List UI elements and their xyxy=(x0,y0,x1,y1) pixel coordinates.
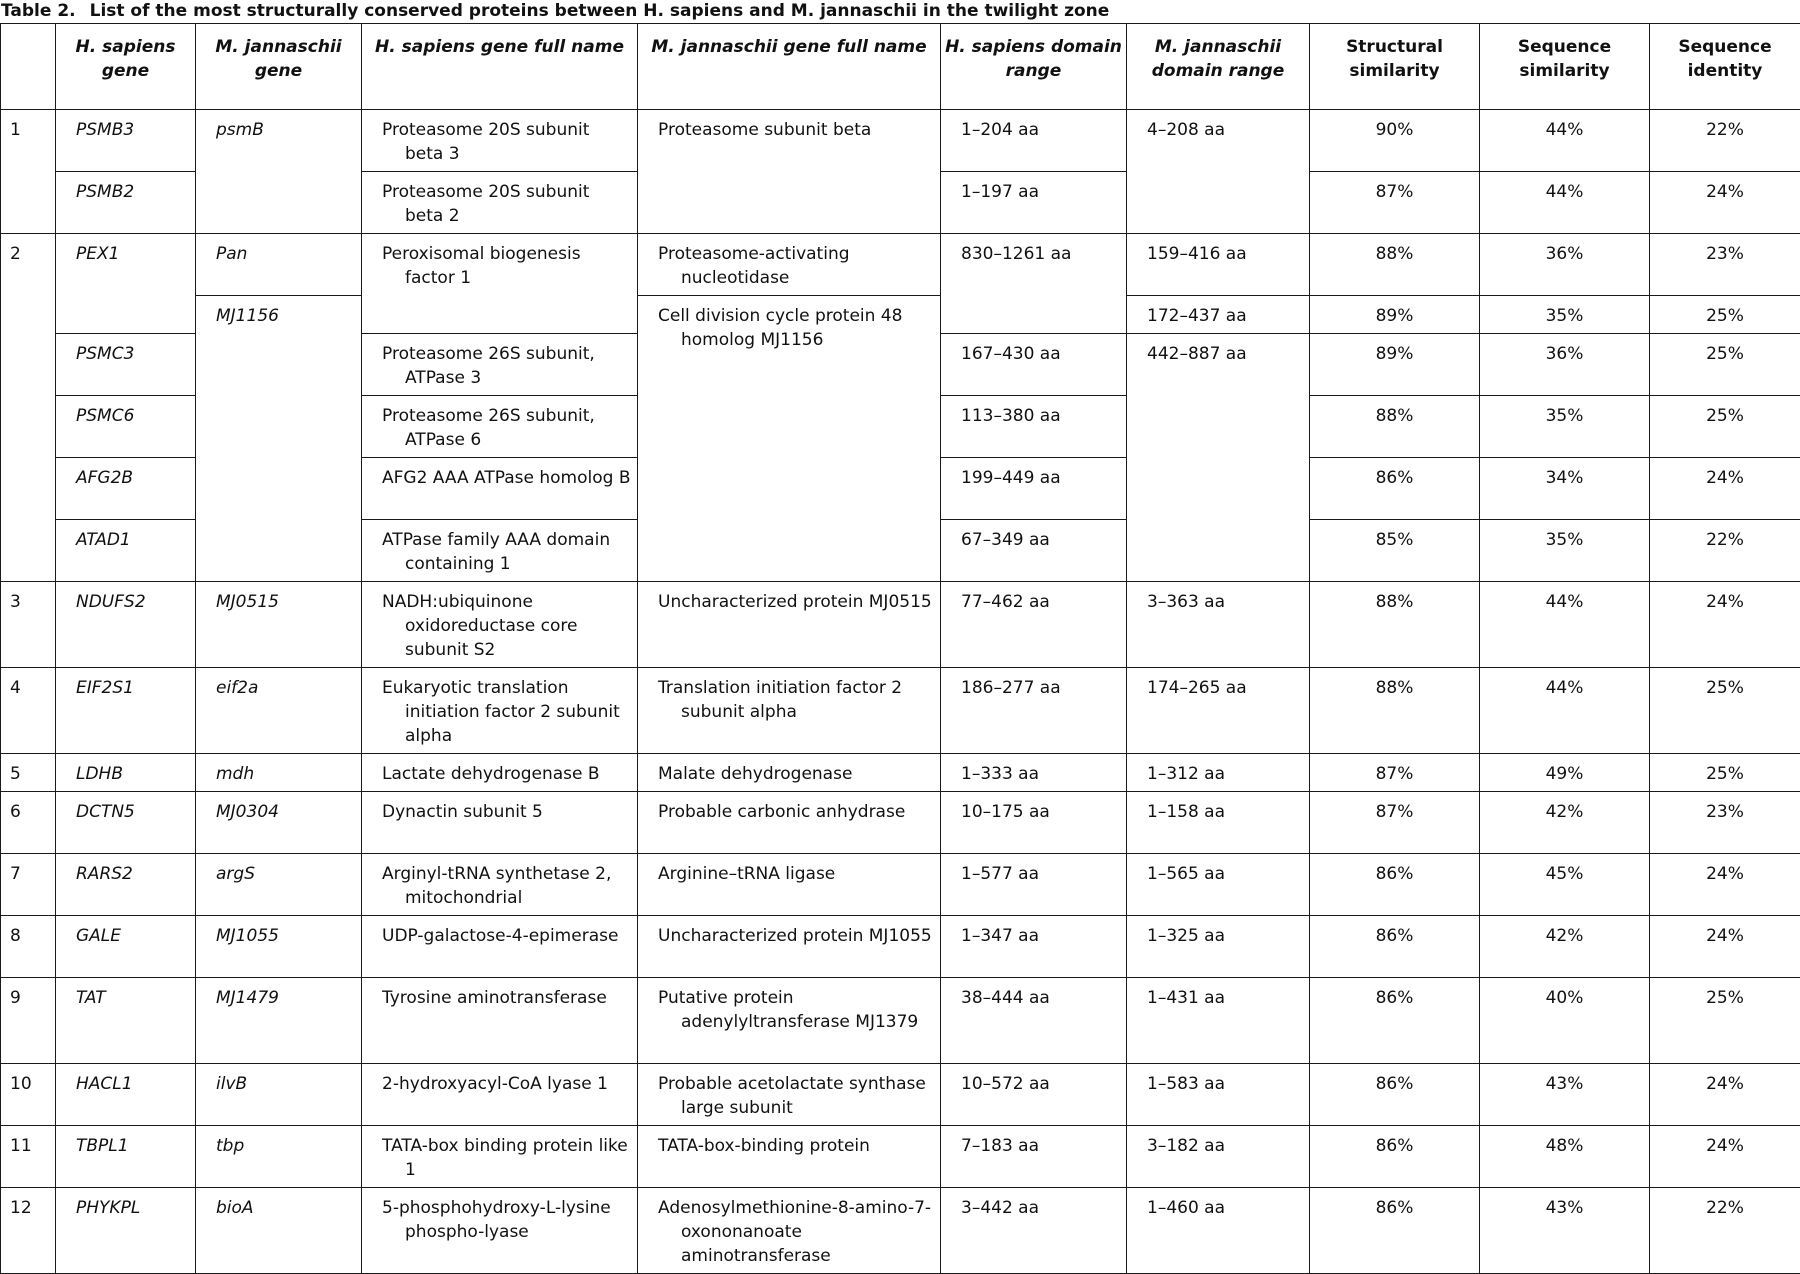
structural-similarity: 87% xyxy=(1310,754,1480,792)
sequence-identity: 24% xyxy=(1650,1064,1800,1126)
mj-gene: MJ1055 xyxy=(196,916,362,978)
table-row xyxy=(1,1188,1800,1274)
sequence-similarity: 35% xyxy=(1480,396,1650,458)
mj-full-name: Putative protein adenylyltransferase MJ1379 xyxy=(638,978,941,1064)
sequence-identity: 24% xyxy=(1650,916,1800,978)
hs-gene: GALE xyxy=(56,916,196,978)
mj-full-name: TATA-box-binding protein xyxy=(638,1126,941,1188)
mj-full-name: Malate dehydrogenase xyxy=(638,754,941,792)
header-mj-range: M. jannaschii domain range xyxy=(1127,24,1310,110)
header-mj-name: M. jannaschii gene full name xyxy=(638,24,941,110)
hs-gene: PSMC3 xyxy=(56,334,196,396)
structural-similarity: 88% xyxy=(1310,396,1480,458)
mj-full-name: Probable acetolactate synthase large subunit xyxy=(638,1064,941,1126)
sequence-similarity: 35% xyxy=(1480,520,1650,582)
mj-domain-range: 4–208 aa xyxy=(1127,110,1310,234)
table-row xyxy=(1,110,1800,172)
structural-similarity: 89% xyxy=(1310,296,1480,334)
hs-gene: LDHB xyxy=(56,754,196,792)
row-number: 3 xyxy=(1,582,56,668)
sequence-similarity: 42% xyxy=(1480,792,1650,854)
hs-gene: PSMB2 xyxy=(56,172,196,234)
mj-gene: MJ0304 xyxy=(196,792,362,854)
sequence-similarity: 36% xyxy=(1480,234,1650,296)
structural-similarity: 86% xyxy=(1310,916,1480,978)
header-sequence-similarity: Sequence similarity xyxy=(1480,24,1650,110)
mj-domain-range: 1–583 aa xyxy=(1127,1064,1310,1126)
hs-gene: TBPL1 xyxy=(56,1126,196,1188)
mj-domain-range: 1–431 aa xyxy=(1127,978,1310,1064)
hs-domain-range: 186–277 aa xyxy=(941,668,1127,754)
sequence-identity: 25% xyxy=(1650,754,1800,792)
hs-gene: HACL1 xyxy=(56,1064,196,1126)
mj-domain-range: 442–887 aa xyxy=(1127,334,1310,582)
hs-full-name: TATA-box binding protein like 1 xyxy=(362,1126,638,1188)
mj-gene: MJ1156 xyxy=(196,296,362,582)
structural-similarity: 85% xyxy=(1310,520,1480,582)
sequence-identity: 24% xyxy=(1650,172,1800,234)
structural-similarity: 86% xyxy=(1310,854,1480,916)
table-row xyxy=(1,296,1800,334)
header-structural-similarity: Structural similarity xyxy=(1310,24,1480,110)
hs-full-name: Peroxisomal biogenesis factor 1 xyxy=(362,234,638,334)
hs-gene: EIF2S1 xyxy=(56,668,196,754)
hs-gene: PEX1 xyxy=(56,234,196,334)
hs-full-name: UDP-galactose-4-epimerase xyxy=(362,916,638,978)
hs-full-name: Proteasome 26S subunit, ATPase 6 xyxy=(362,396,638,458)
hs-domain-range: 1–333 aa xyxy=(941,754,1127,792)
sequence-similarity: 44% xyxy=(1480,582,1650,668)
row-number: 5 xyxy=(1,754,56,792)
hs-domain-range: 67–349 aa xyxy=(941,520,1127,582)
mj-gene: ilvB xyxy=(196,1064,362,1126)
structural-similarity: 90% xyxy=(1310,110,1480,172)
hs-gene: ATAD1 xyxy=(56,520,196,582)
hs-full-name: AFG2 AAA ATPase homolog B xyxy=(362,458,638,520)
hs-domain-range: 10–572 aa xyxy=(941,1064,1127,1126)
hs-gene: TAT xyxy=(56,978,196,1064)
hs-full-name: 5-phosphohydroxy-L-lysine phospho-lyase xyxy=(362,1188,638,1274)
mj-gene: tbp xyxy=(196,1126,362,1188)
hs-full-name: ATPase family AAA domain containing 1 xyxy=(362,520,638,582)
hs-domain-range: 1–197 aa xyxy=(941,172,1127,234)
hs-full-name: Proteasome 20S subunit beta 3 xyxy=(362,110,638,172)
header-index xyxy=(1,24,56,110)
structural-similarity: 88% xyxy=(1310,234,1480,296)
row-number: 2 xyxy=(1,234,56,582)
row-number: 9 xyxy=(1,978,56,1064)
row-number: 11 xyxy=(1,1126,56,1188)
row-number: 1 xyxy=(1,110,56,234)
sequence-similarity: 34% xyxy=(1480,458,1650,520)
sequence-identity: 22% xyxy=(1650,110,1800,172)
mj-domain-range: 1–325 aa xyxy=(1127,916,1310,978)
table-row xyxy=(1,916,1800,978)
mj-domain-range: 1–312 aa xyxy=(1127,754,1310,792)
mj-gene: Pan xyxy=(196,234,362,296)
hs-gene: RARS2 xyxy=(56,854,196,916)
hs-gene: DCTN5 xyxy=(56,792,196,854)
sequence-identity: 24% xyxy=(1650,854,1800,916)
sequence-similarity: 43% xyxy=(1480,1064,1650,1126)
hs-domain-range: 38–444 aa xyxy=(941,978,1127,1064)
structural-similarity: 86% xyxy=(1310,1188,1480,1274)
hs-gene: PSMB3 xyxy=(56,110,196,172)
table-label: Table 2. xyxy=(1,1,76,21)
sequence-similarity: 44% xyxy=(1480,668,1650,754)
hs-full-name: Proteasome 20S subunit beta 2 xyxy=(362,172,638,234)
structural-similarity: 89% xyxy=(1310,334,1480,396)
hs-full-name: Eukaryotic translation initiation factor 2 subunit alpha xyxy=(362,668,638,754)
mj-gene: mdh xyxy=(196,754,362,792)
table-row xyxy=(1,754,1800,792)
mj-full-name: Arginine–tRNA ligase xyxy=(638,854,941,916)
table-title: List of the most structurally conserved proteins between H. sapiens and M. jannaschii in the twilight zone xyxy=(90,1,1110,21)
header-sequence-identity: Sequence identity xyxy=(1650,24,1800,110)
hs-domain-range: 77–462 aa xyxy=(941,582,1127,668)
mj-gene: bioA xyxy=(196,1188,362,1274)
hs-gene: NDUFS2 xyxy=(56,582,196,668)
structural-similarity: 86% xyxy=(1310,1126,1480,1188)
sequence-identity: 25% xyxy=(1650,296,1800,334)
mj-domain-range: 3–363 aa xyxy=(1127,582,1310,668)
structural-similarity: 87% xyxy=(1310,172,1480,234)
sequence-similarity: 35% xyxy=(1480,296,1650,334)
row-number: 12 xyxy=(1,1188,56,1274)
mj-full-name: Proteasome-activating nucleotidase xyxy=(638,234,941,296)
sequence-identity: 23% xyxy=(1650,234,1800,296)
sequence-identity: 25% xyxy=(1650,668,1800,754)
table-row xyxy=(1,668,1800,754)
sequence-similarity: 48% xyxy=(1480,1126,1650,1188)
header-hs-range: H. sapiens domain range xyxy=(941,24,1127,110)
hs-full-name: Proteasome 26S subunit, ATPase 3 xyxy=(362,334,638,396)
row-number: 4 xyxy=(1,668,56,754)
sequence-identity: 25% xyxy=(1650,978,1800,1064)
header-hs-gene: H. sapiens gene xyxy=(56,24,196,110)
hs-domain-range: 1–347 aa xyxy=(941,916,1127,978)
structural-similarity: 88% xyxy=(1310,668,1480,754)
row-number: 7 xyxy=(1,854,56,916)
hs-gene: PSMC6 xyxy=(56,396,196,458)
hs-domain-range: 113–380 aa xyxy=(941,396,1127,458)
structural-similarity: 86% xyxy=(1310,458,1480,520)
sequence-similarity: 44% xyxy=(1480,110,1650,172)
mj-gene: MJ0515 xyxy=(196,582,362,668)
table-caption xyxy=(0,0,1800,22)
mj-domain-range: 1–460 aa xyxy=(1127,1188,1310,1274)
mj-domain-range: 174–265 aa xyxy=(1127,668,1310,754)
sequence-identity: 23% xyxy=(1650,792,1800,854)
sequence-identity: 24% xyxy=(1650,458,1800,520)
mj-full-name: Uncharacterized protein MJ1055 xyxy=(638,916,941,978)
hs-gene: AFG2B xyxy=(56,458,196,520)
mj-domain-range: 172–437 aa xyxy=(1127,296,1310,334)
hs-full-name: Lactate dehydrogenase B xyxy=(362,754,638,792)
hs-domain-range: 830–1261 aa xyxy=(941,234,1127,334)
mj-full-name: Adenosylmethionine-8-amino-7-oxononanoate aminotransferase xyxy=(638,1188,941,1274)
hs-domain-range: 3–442 aa xyxy=(941,1188,1127,1274)
sequence-similarity: 40% xyxy=(1480,978,1650,1064)
sequence-identity: 25% xyxy=(1650,334,1800,396)
table-row xyxy=(1,854,1800,916)
mj-full-name: Uncharacterized protein MJ0515 xyxy=(638,582,941,668)
mj-domain-range: 1–565 aa xyxy=(1127,854,1310,916)
mj-domain-range: 1–158 aa xyxy=(1127,792,1310,854)
mj-gene: argS xyxy=(196,854,362,916)
hs-full-name: Tyrosine aminotransferase xyxy=(362,978,638,1064)
hs-domain-range: 199–449 aa xyxy=(941,458,1127,520)
header-mj-gene: M. jannaschii gene xyxy=(196,24,362,110)
table-row xyxy=(1,978,1800,1064)
header-row xyxy=(1,24,1800,110)
mj-full-name: Proteasome subunit beta xyxy=(638,110,941,234)
mj-full-name: Probable carbonic anhydrase xyxy=(638,792,941,854)
hs-domain-range: 1–577 aa xyxy=(941,854,1127,916)
table-row xyxy=(1,582,1800,668)
sequence-identity: 24% xyxy=(1650,582,1800,668)
row-number: 6 xyxy=(1,792,56,854)
mj-domain-range: 159–416 aa xyxy=(1127,234,1310,296)
mj-gene: psmB xyxy=(196,110,362,234)
mj-domain-range: 3–182 aa xyxy=(1127,1126,1310,1188)
structural-similarity: 86% xyxy=(1310,1064,1480,1126)
mj-gene: MJ1479 xyxy=(196,978,362,1064)
hs-full-name: 2-hydroxyacyl-CoA lyase 1 xyxy=(362,1064,638,1126)
table-row xyxy=(1,1064,1800,1126)
sequence-similarity: 44% xyxy=(1480,172,1650,234)
sequence-identity: 22% xyxy=(1650,520,1800,582)
conserved-proteins-table xyxy=(0,23,1800,1274)
table-row xyxy=(1,234,1800,296)
table-row xyxy=(1,792,1800,854)
sequence-similarity: 49% xyxy=(1480,754,1650,792)
header-hs-name: H. sapiens gene full name xyxy=(362,24,638,110)
hs-full-name: NADH:ubiquinone oxidoreductase core subunit S2 xyxy=(362,582,638,668)
hs-domain-range: 167–430 aa xyxy=(941,334,1127,396)
hs-domain-range: 10–175 aa xyxy=(941,792,1127,854)
sequence-identity: 22% xyxy=(1650,1188,1800,1274)
structural-similarity: 86% xyxy=(1310,978,1480,1064)
sequence-similarity: 36% xyxy=(1480,334,1650,396)
sequence-similarity: 42% xyxy=(1480,916,1650,978)
structural-similarity: 87% xyxy=(1310,792,1480,854)
mj-full-name: Cell division cycle protein 48 homolog MJ1156 xyxy=(638,296,941,582)
hs-domain-range: 1–204 aa xyxy=(941,110,1127,172)
hs-full-name: Dynactin subunit 5 xyxy=(362,792,638,854)
sequence-similarity: 45% xyxy=(1480,854,1650,916)
sequence-identity: 24% xyxy=(1650,1126,1800,1188)
mj-full-name: Translation initiation factor 2 subunit alpha xyxy=(638,668,941,754)
row-number: 10 xyxy=(1,1064,56,1126)
table-row xyxy=(1,1126,1800,1188)
hs-gene: PHYKPL xyxy=(56,1188,196,1274)
row-number: 8 xyxy=(1,916,56,978)
hs-domain-range: 7–183 aa xyxy=(941,1126,1127,1188)
sequence-similarity: 43% xyxy=(1480,1188,1650,1274)
hs-full-name: Arginyl-tRNA synthetase 2, mitochondrial xyxy=(362,854,638,916)
sequence-identity: 25% xyxy=(1650,396,1800,458)
mj-gene: eif2a xyxy=(196,668,362,754)
structural-similarity: 88% xyxy=(1310,582,1480,668)
